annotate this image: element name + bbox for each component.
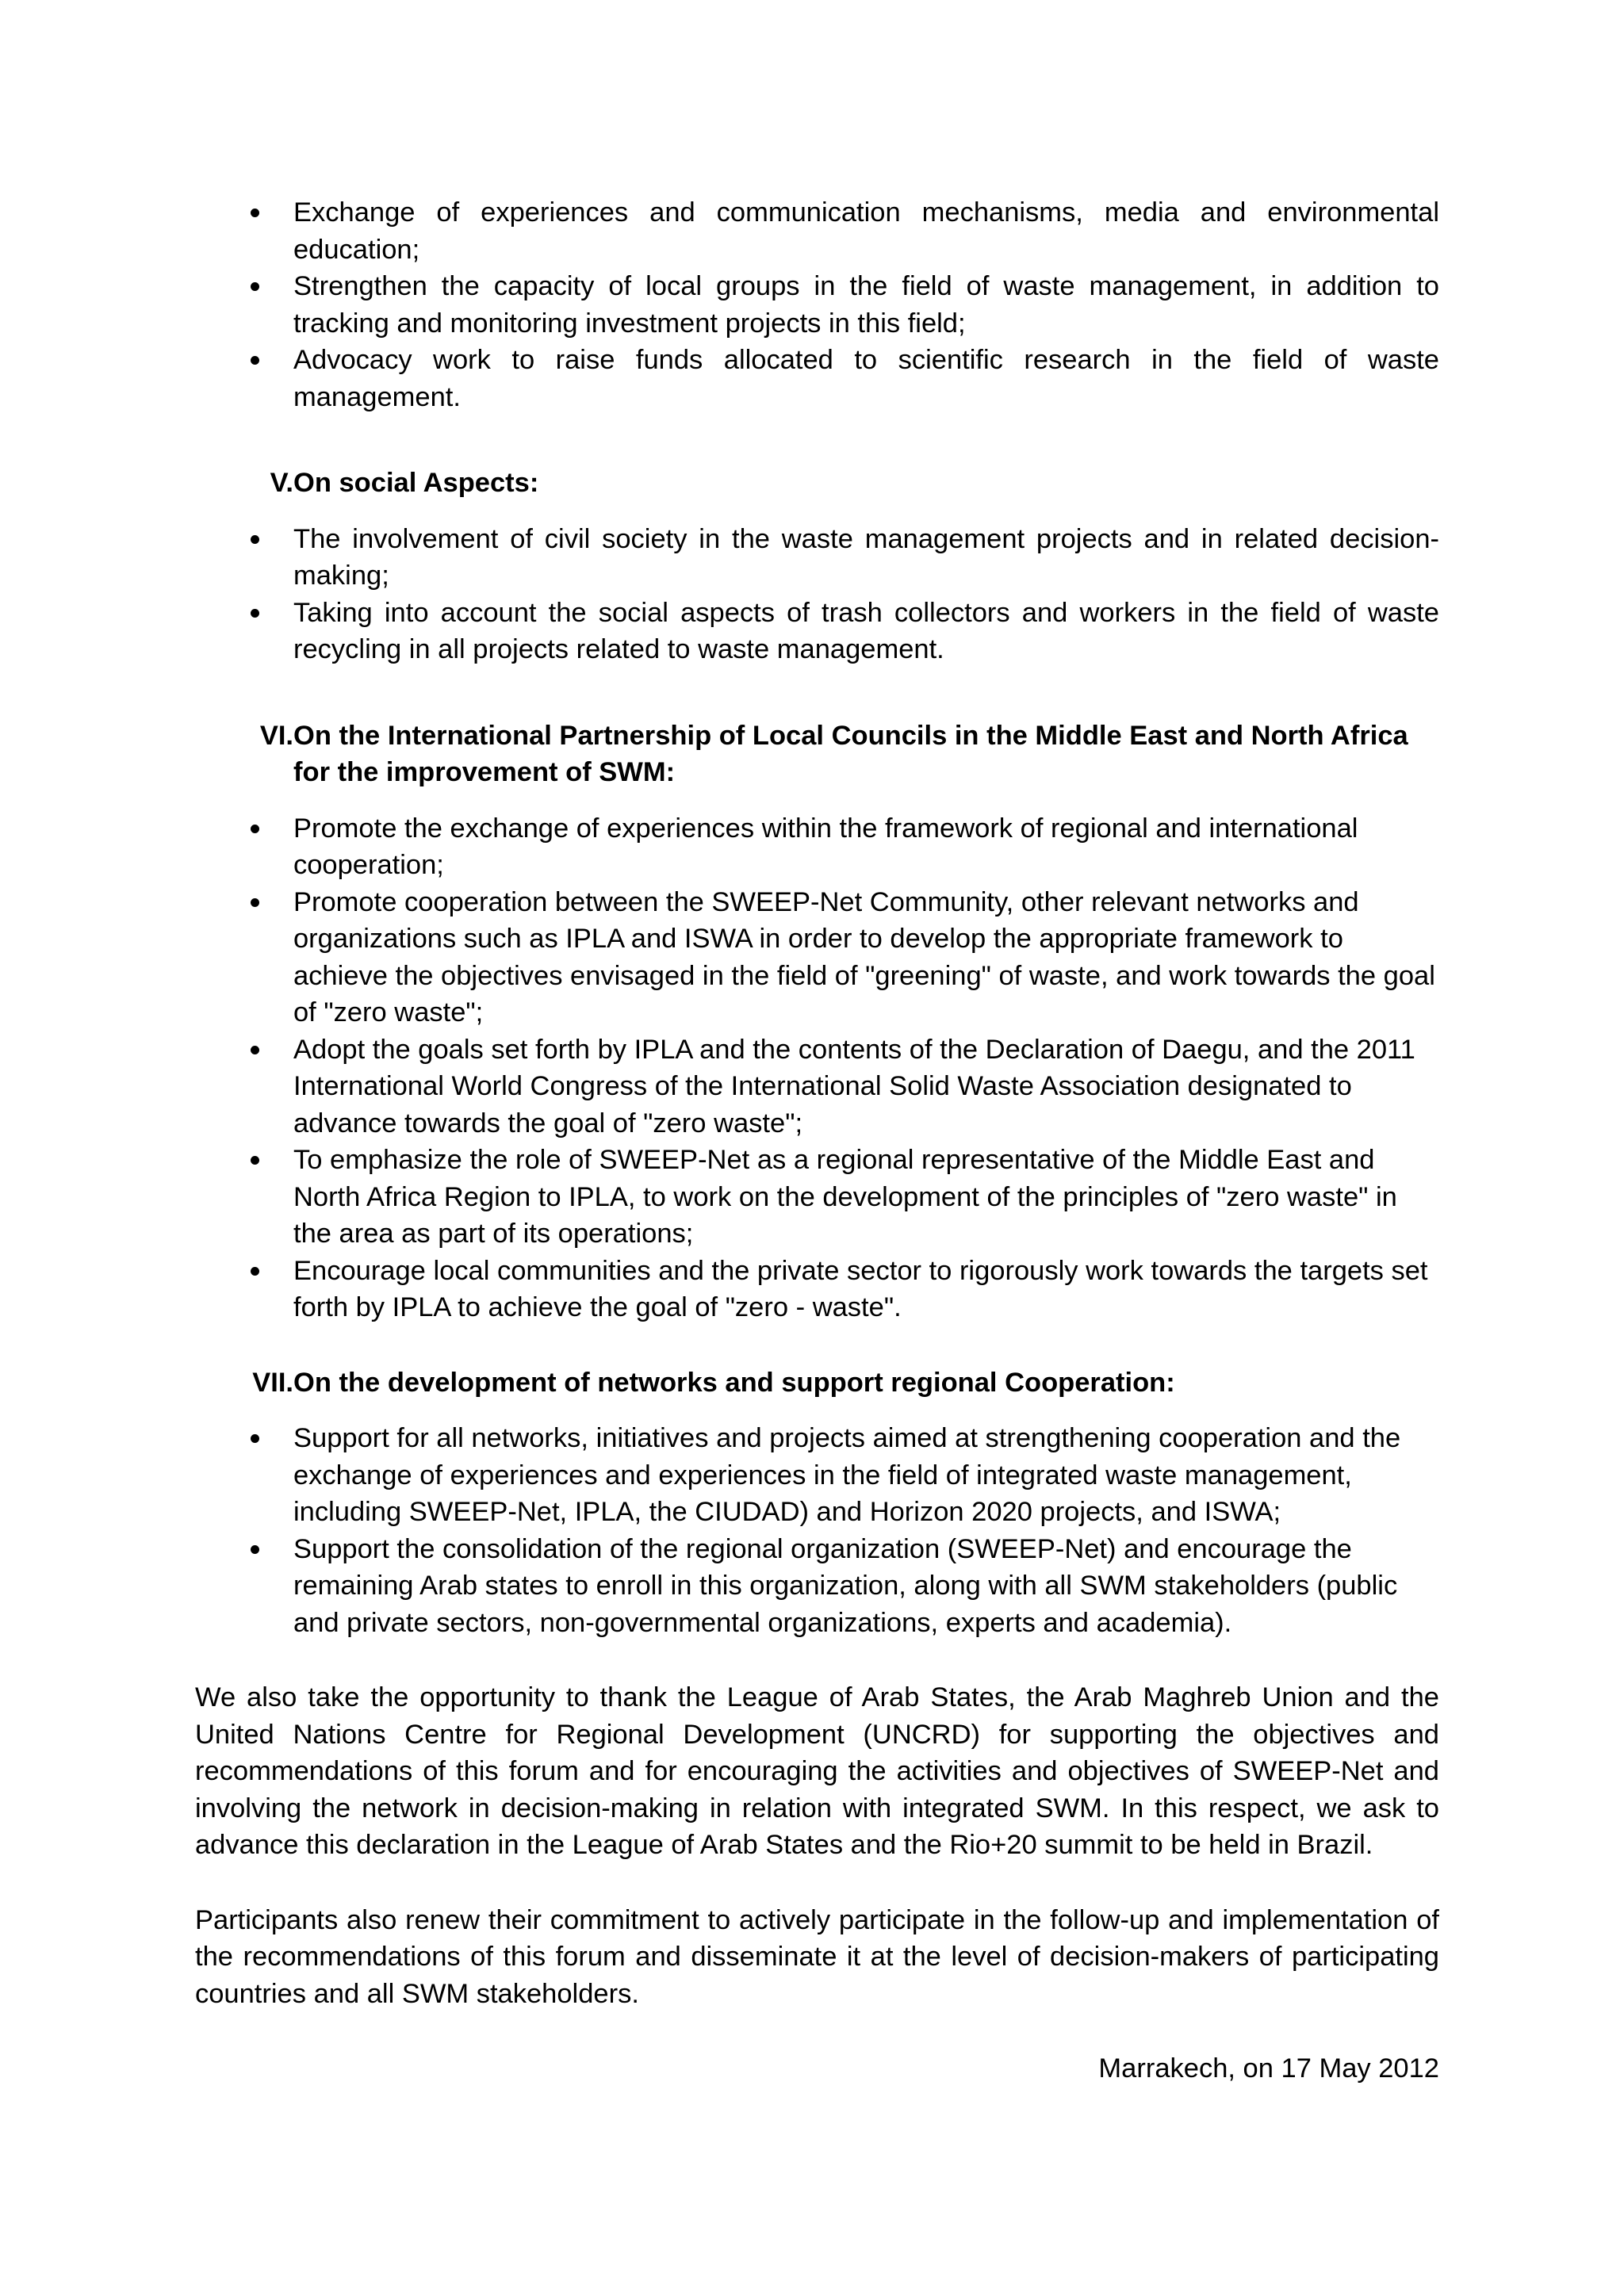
closing-paragraph: Participants also renew their commitment to actively participate in the follow-up and implementation of the recommendations of this forum and disseminate it at the level of decision-makers of participating countries and all SWM stakeholders. xyxy=(195,1904,1439,2009)
closing-paragraph: We also take the opportunity to thank the League of Arab States, the Arab Maghreb Union and the United Nations Centre for Regional Development (UNCRD) for supporting the objectives and recommendations of this forum and for encouraging the activities and objectives of SWEEP-Net and involving the network in decision-making in relation with integrated SWM. In this respect, we ask to advance this declaration in the League of Arab States and the Rio+20 summit to be held in Brazil. xyxy=(195,1682,1439,1860)
section-number: VII. xyxy=(252,1367,293,1398)
bullet-icon xyxy=(251,825,259,833)
section-heading-vii xyxy=(195,1364,1439,1402)
section-title: On social Aspects: xyxy=(293,468,539,498)
list-item: Strengthen the capacity of local groups in the field of waste management, in addition to tracking and monitoring investment projects in this field; xyxy=(195,268,1439,342)
section-title: On the development of networks and support regional Cooperation: xyxy=(293,1367,1175,1398)
bullet-icon xyxy=(251,898,259,907)
section-vi-bullet-list xyxy=(195,810,1439,1326)
list-item: The involvement of civil society in the waste management projects and in related decision-making; xyxy=(195,521,1439,595)
section-number: VI. xyxy=(259,720,293,751)
bullet-icon xyxy=(251,1434,259,1443)
bullet-icon xyxy=(251,609,259,618)
list-item: Exchange of experiences and communication mechanisms, media and environmental education; xyxy=(195,194,1439,268)
section-title: On the International Partnership of Local Councils in the Middle East and North Africa for the improvement of SWM: xyxy=(293,720,1408,787)
section-v-bullet-list xyxy=(195,521,1439,668)
bullet-icon xyxy=(251,535,259,544)
document-body xyxy=(195,194,1439,2087)
bullet-icon xyxy=(251,282,259,291)
section-heading-vi xyxy=(195,718,1439,791)
place-date-signoff: Marrakech, on 17 May 2012 xyxy=(1098,2053,1439,2084)
bullet-icon xyxy=(251,1156,259,1165)
list-item: Taking into account the social aspects of trash collectors and workers in the field of waste recycling in all projects related to waste management. xyxy=(195,595,1439,668)
list-item: Adopt the goals set forth by IPLA and the contents of the Declaration of Daegu, and the 2011 International World Congress of the International Solid Waste Association designated to advance towards the goal of "zero waste"; xyxy=(195,1031,1439,1142)
section-heading-v xyxy=(195,465,1439,502)
list-item: Support the consolidation of the regional organization (SWEEP-Net) and encourage the remaining Arab states to enroll in this organization, along with all SWM stakeholders (public and private sectors, non-governmental organizations, experts and academia). xyxy=(195,1531,1439,1642)
list-item: Promote the exchange of experiences within the framework of regional and international cooperation; xyxy=(195,810,1439,884)
bullet-icon xyxy=(251,356,259,365)
list-item: Promote cooperation between the SWEEP-Net Community, other relevant networks and organizations such as IPLA and ISWA in order to develop the appropriate framework to achieve the objectives envisaged in the field of "greening" of waste, and work towards the goal of "zero waste"; xyxy=(195,884,1439,1031)
bullet-icon xyxy=(251,209,259,217)
section-vii-bullet-list xyxy=(195,1420,1439,1641)
list-item: Support for all networks, initiatives and projects aimed at strengthening cooperation and the exchange of experiences and experiences in the field of integrated waste management, including SWEEP-Net, IPLA, the CIUDAD) and Horizon 2020 projects, and ISWA; xyxy=(195,1420,1439,1531)
list-item: Encourage local communities and the private sector to rigorously work towards the targets set forth by IPLA to achieve the goal of "zero - waste". xyxy=(195,1253,1439,1326)
intro-bullet-list xyxy=(195,194,1439,415)
bullet-icon xyxy=(251,1545,259,1554)
list-item: Advocacy work to raise funds allocated to scientific research in the field of waste management. xyxy=(195,342,1439,415)
bullet-icon xyxy=(251,1046,259,1054)
list-item: To emphasize the role of SWEEP-Net as a regional representative of the Middle East and North Africa Region to IPLA, to work on the development of the principles of "zero waste" in the area as part of its operations; xyxy=(195,1142,1439,1253)
section-number: V. xyxy=(270,468,293,498)
bullet-icon xyxy=(251,1267,259,1276)
